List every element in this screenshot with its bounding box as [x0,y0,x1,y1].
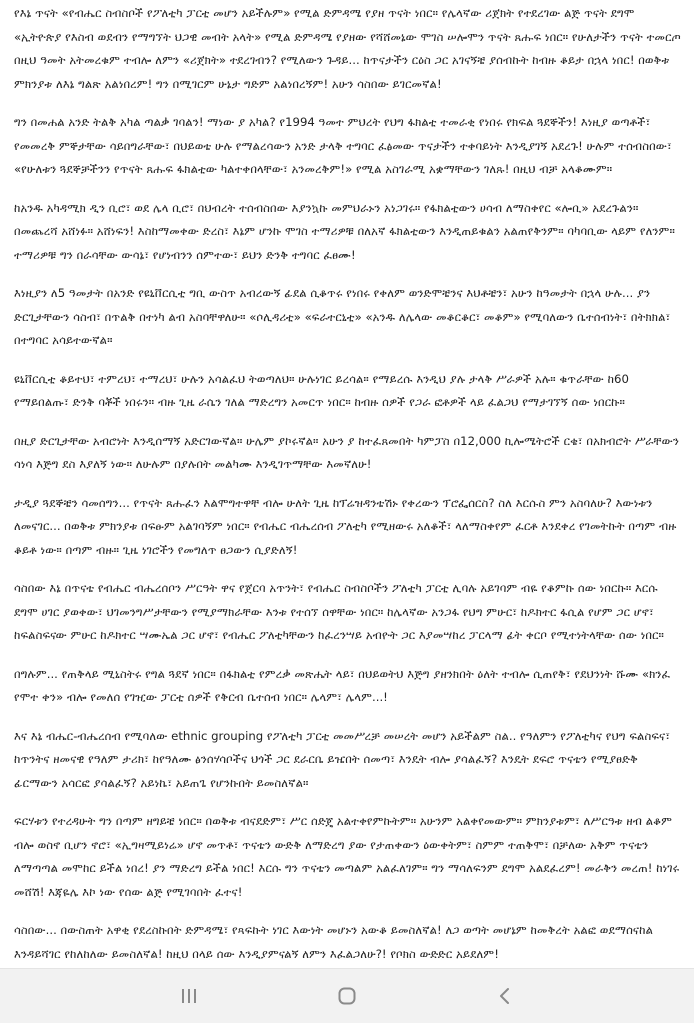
article-paragraph: ዩኒቨርሲቲ ቆይተህ፣ ተምረህ፣ ተማረህ፣ ሁሉን አሳልፈህ ትወጣለህ። ሁሉነገር ይረሳል። የማይረሱ እንዲህ ያሉ ታላቅ ሥራዎች አሉ። ቁጥራቸው ከ60 የማይበልጡ፣ ድንቅ ባቾች ነበሩን። ብዙ ጊዜ ራሴን ገለል ማድረግን አመርጥ ነበር። ከብዙ ሰዎች የጋራ ፎቶዎች ላይ ፈልጋህ የማታገኘኝ ሰው ነበርኩ። [14,371,629,409]
article-paragraph: ሳስበው እኔ በጥናቴ የብሔር ብሔረሰቦን ሥርዓት ዋና የጀርባ አጥንት፣ የብሔር ስብስቦችን ፖለቲካ ፓርቲ ሊባሉ አይገባም ብዬ የቆምኩ ሰው ነበርኩ። እርሱ ደግሞ ሀገር ያወቀው፣ ህገመንግሥታቸውን የሚያማክራቸው እንቱ የተሰኘ ሰዋቸው ነበር። ከሌላኛው አንጋፋ የህግ ምሁር፣ ከዶክተር ፋሲል የሆም ጋር ሆኖ፣ ከፍልስፍናው ምሁር ከዶክተር ሣሙኤል ጋር ሆኖ፣ የብሔር ፖለቲካቸውን ከፈረንሣይ አብዮት ጋር እያመሣከረ ፓርላማ ፊት ቀርቦ የሚተነትላቸው ሰው ነበር። [14,581,664,642]
article-paragraph: ታዲያ ጓደኞቼን ሳመሰግን... የጥናት ጸሑፈን እልሞግተዋቸ ብሎ ሁለት ጊዜ ከፕሬዝዳንቴሽኑ የቀረውን ፕሮፌሰርስ? ስለ እርሱስ ምን አስባለሁ? እውነቱን ለመናገር... በወቅቱ ምክንያቱ በፍፁም አልገባኝም ነበር። የብሔር ብሔረሰብ ፖለቲካ የሚዘውሩ አለቆች፣ ላለማስቀየም ፈርቶ እንደቀረ የገመትኩት በጣም ብዙ ቆይቶ ነው። በጣም ብዙ። ጊዜ ነገሮችን የመግለጥ ፀጋውን ሲያድለኝ! [14,495,677,557]
article-paragraph: እነዚያን ለ5 ዓመታት በአንድ የዩኒቨርሲቲ ግቢ ውስጥ አብረውኝ ፊደል ሲቆጥሩ የነበሩ የቀለም ወንድሞቼንና እህቶቼን፣ አሁን ከዓመታት በኋላ ሁሉ... ያን ድርጊታቸውን ሳስብ፣ በጥልቅ በተነካ ልብ አስባቸዋለሁ። «ሶሊዳሪቲ» «ፍራተርኒቲ» «አንዱ ለሌላው መቆርቆር፣ መቆም» የሚባለውን ቤተሰብነት፣ በትክክል፣ በተግባር አሳይተውኛል። [14,286,671,347]
article-paragraph: እና እኔ ብሔር-ብሔረሰብ የሚባለው ethnic grouping የፖለቲካ ፓርቲ መመሥረቻ መሠረት መሆን አይችልም ስል.. የዓለምን የፖለቲካና የህግ ፍልስፍና፣ ከጥንትና ዘመናዊ የዓለም ታሪክ፣ ከየዓለሙ ፅንሰሃሳቦችና ህጎች ጋር ደራርቤ ይዤበት ሰመጣ፣ እንዴት ብሎ ያሳልፈኝ? እንዴት ደፍሮ ጥናቴን የሚያፀድቅ ፊርማውን አሳርፎ ያሳልፈኝ? አይነኬ፣ አይጠጌ የሆንኩበት ይመስለኛል። [14,728,671,790]
back-icon [498,987,512,1005]
system-navigation-bar [0,968,694,1023]
home-button[interactable] [319,976,375,1016]
article-paragraph: ፍርሃቱን የተረዳሁት ግን በጣም ዘግይቼ ነበር። በወቅቱ ብናደድም፣ ሥር ሰድጄ አልተቀየምኩትም። አሁንም አልቀየመውም። ምክንያቱም፣ ለሥርዓቱ ዘብ ልቆም ብሎ ወስኖ ቢሆን ኖሮ፣ «ኢግዛሚይነሬ» ሆኖ መጥቶ፣ ጥናቴን ውድቅ ለማድረግ ያው የታጠቀውን ዕውቀትም፣ ስምም ተጠቅሞ፣ በቻለው አቅም ጥናቴን ለማጣጣል መሞከር ይችል ነበረ! ያን ማድረግ ይችል ነበር! እርሱ ግን ጥናቴን መጣልም አልፈለገም። ግን ማሳለፍንም ደግሞ አልደፈረም! መራቅን መረጠ! ከነገሩ መሸሽ! እጃዬሌ እኮ ነው የሰው ልጅ የሚገባበት ፈተና! [14,814,680,899]
article-paragraph: የእኔ ጥናት «የብሔር ስብስቦች የፖለቲካ ፓርቲ መሆን አይችሉም» የሚል ድምዳሜ የያዘ ጥናት ነበር። የሌላኛው ሪጀክት የተደረገው ልጅ ጥናት ደግሞ «ኢትዮጵያ የእስብ ወደብን የማግኘት ህጋዊ መብት አላት» የሚል ድምዳሜ የያዘው የሻሸመኔው ሞገስ ሠሎሞን ጥናት ጸሑፍ ነበር። የሁለታችን ጥናት ተመርጦ በዚህ ዓመት አትመረቁም ተብሎ ለምን «ሪጀክት» ተደረገብን? የሚለውን ጉዳይ... ከጥናታችን ርዕስ ጋር አገናኝቼ ያሰብኩት ከብዙ ቆይታ በኋላ ነበር! በወቅቱ ምክንያቱ ለእኔ ግልጽ አልነበረም! ግን በሚገርም ሁኔታ ግድም አልነበረኝም! አሁን ሳስበው ይገርመኛል! [14,6,681,91]
recents-button[interactable] [161,976,217,1016]
article-paragraph: ግን በመሐል አንድ ትልቅ አካል ጣልቃ ገባልን! ማነው ያ አካል? የ1994 ዓመተ ምህረት የህግ ፋክልቲ ተመራቂ የነበሩ የክፍል ጓደኞችን! እነዚያ ወጣቶች፣ የመመረቅ ምኞታቸው ሳይበግራቸው፣ በህይወቴ ሁሉ የማልረሳውን አንድ ታላቅ ተግባር ፈፅመው ጥናታችን ተቀባይነት እንዲያገኝ አደረጉ! ሁሉም ተሰብስበው፣ «የሁለቱን ጓደኞቻችንን የጥናት ጸሑፍ ፋክልቲው ካልተቀበላቸው፣ አንመረቅም!» የሚል አስገራሚ አቋማቸውን ገለጹ! በዚህ ብቻ አላቆሙም። [14,115,672,176]
article-paragraph: ሳስበው... በውስጠት አዋቂ የደረስኩበት ድምዳሜ፣ የጻፍኩት ነገር እውነት መሆኑን አውቆ ይመስለኛል! ለጋ ወጣት መሆኔም ከመቅረት አልፎ ወደማሰናከል እንዳይሻገር የከለከለው ይመስለኛል! ከዚህ በላይ ሰው እንዲያምናልኝ ለምን እፈልጋለሁ?! የቦክስ ውድድር አይደለም! [14,923,653,961]
article-paragraph: በግሉም... የጠቅላይ ሚኒስትሩ የግል ጓደኛ ነበር። በፋክልቲ የምረቃ መጽሔት ላይ፣ በህይወትህ እጅግ ያዘንክበት ዕለት ተብሎ ሲጠየቅ፣ የደህንነት ሹሙ «ክንፈ የሞተ ቀን» ብሎ የመለሰ የገዢው ፓርቲ ሰዎች የቅርብ ቤተሰብ ነበር። ሌላም፣ ሌላም...! [14,666,671,704]
recents-icon [180,988,198,1004]
home-icon [337,986,357,1006]
article-paragraph: በዚያ ድርጊታቸው አብሮነት እንዲሰማኝ አድርገውኛል። ሁሌም ያኮሩኛል። አሁን ያ ከተፈጸመበት ካምፓስ በ12,000 ኪሎሜትሮች ርቄ፣ በአክብሮት ሥራቸውን ሳነሳ እጅግ ደስ እያለኝ ነው። ለሁሉም በያሉበት መልካሙ እንዲገጥማቸው እመኛለሁ! [14,433,680,471]
article-paragraph: ከአንዱ አካዳሚክ ዲን ቢሮ፣ ወደ ሌላ ቢሮ፣ በህብረት ተሰብስበው እያንኳኩ መምህራኑን አነጋገሩ። የፋክልቲውን ሀሳብ ለማስቀየር «ሎቢ» አደረጉልን። በመጨረሻ አሸነፉ። አሸነፍን! እስከማመቀው ድረስ፣ እኔም ሆንኩ ሞገስ ተማሪዎቹ በለአኛ ፋክልቲውን እንዲጠይቁልን አልጠየቅንም። ባካባቢው ላይም የለንም። ተማሪዎቹ ግን በራሳቸው ውሳኔ፣ የሆነብንን ሰምተው፣ ይህን ድንቅ ተግባር ፈፀሙ! [14,200,675,262]
back-button[interactable] [477,976,533,1016]
